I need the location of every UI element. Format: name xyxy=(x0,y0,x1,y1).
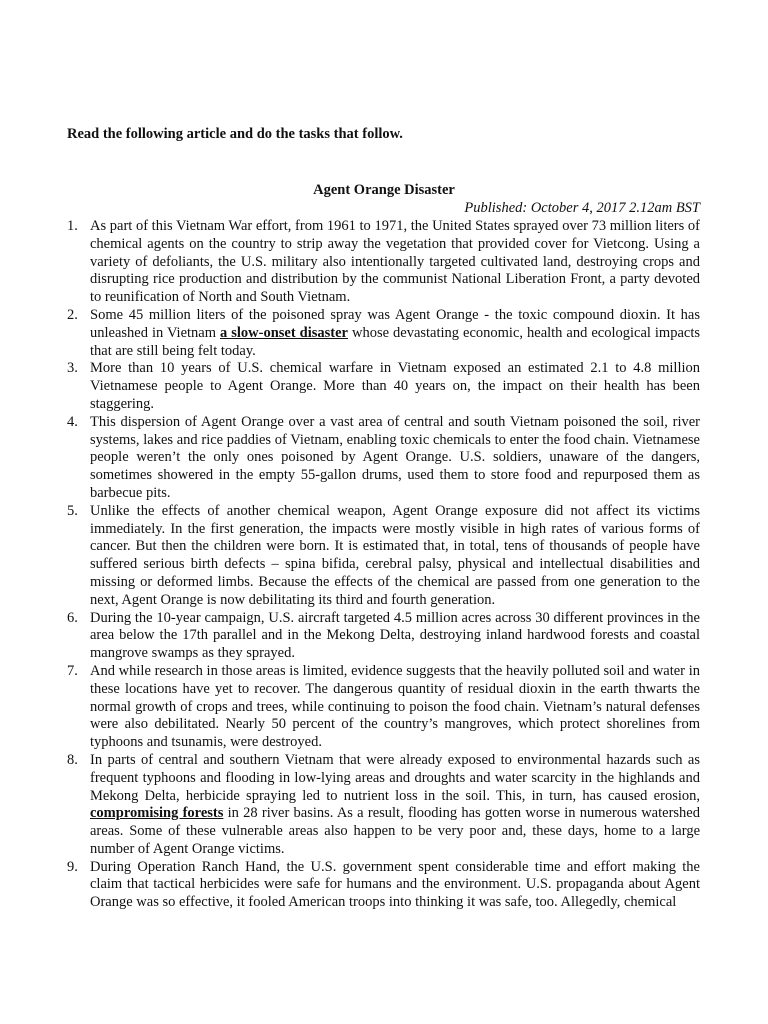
paragraph-text-cont: in 28 river basins. As a result, flooding has gotten worse in numerous watershed areas. Some of these vulnerable areas also happen to be very poor and, these days, home to a large number of Agent Orange victims. xyxy=(90,805,700,857)
task-instruction: Read the following article and do the tasks that follow. xyxy=(67,126,403,142)
paragraph-text: More than 10 years of U.S. chemical warfare in Vietnam exposed an estimated 2.1 to 4.8 million Vietnamese people to Agent Orange. More than 40 years on, the impact on their health has been staggering. xyxy=(90,360,700,412)
paragraph-6 xyxy=(67,610,700,663)
article-body xyxy=(67,218,700,912)
paragraph-4 xyxy=(67,414,700,503)
highlighted-phrase: a slow-onset disaster xyxy=(220,324,348,341)
paragraph-number: 1. xyxy=(67,218,78,234)
paragraph-text: In parts of central and southern Vietnam that were already exposed to environmental hazards such as frequent typhoons and flooding in low-lying areas and droughts and water scarcity in the highlands and Mekong Delta, herbicide spraying led to nutrient loss in the soil. This, in turn, has caused erosion, xyxy=(90,751,700,804)
paragraph-number: 9. xyxy=(67,858,78,875)
article-title: Agent Orange Disaster xyxy=(313,182,455,198)
paragraph-text: Some 45 million liters of the poisoned spray was Agent Orange - the toxic compound dioxin. It has unleashed in Vietnam xyxy=(90,306,700,341)
paragraph-text: As part of this Vietnam War effort, from 1961 to 1971, the United States sprayed over 73 million liters of chemical agents on the country to strip away the vegetation that provided cover for Vietcong. Using a variety of defoliants, the U.S. military also intentionally targeted cultivated land, destroying crops and disrupting rice production and distribution by the communist National Liberation Front, a party devoted to reunification of North and South Vietnam. xyxy=(90,218,700,306)
paragraph-number: 7. xyxy=(67,662,78,679)
published-date: Published: October 4, 2017 2.12am BST xyxy=(464,200,700,216)
paragraph-text: During the 10-year campaign, U.S. aircraft targeted 4.5 million acres across 30 different provinces in the area below the 17th parallel and in the Mekong Delta, destroying inland hardwood forests and coastal mangrove swamps as they sprayed. xyxy=(90,609,700,662)
paragraph-9 xyxy=(67,859,700,912)
paragraph-5 xyxy=(67,503,700,610)
paragraph-8 xyxy=(67,752,700,859)
paragraph-text: And while research in those areas is limited, evidence suggests that the heavily polluted soil and water in these locations have yet to recover. The dangerous quantity of residual dioxin in the earth thwarts the normal growth of crops and trees, while continuing to poison the food chain. Vietnam’s natural defenses were also debilitated. Nearly 50 percent of the country’s mangroves, which protect shorelines from typhoons and tsunamis, were destroyed. xyxy=(90,662,700,751)
paragraph-7 xyxy=(67,663,700,752)
highlighted-phrase: compromising forests xyxy=(90,805,224,822)
paragraph-text: Unlike the effects of another chemical weapon, Agent Orange exposure did not affect its victims immediately. In the first generation, the impacts were mostly visible in high rates of various forms of cancer. But then the children were born. It is estimated that, in total, tens of thousands of people have suffered serious birth defects – spina bifida, cerebral palsy, physical and intellectual disabilities and missing or deformed limbs. Because the effects of the chemical are passed from one generation to the next, Agent Orange is now debilitating its third and fourth generation. xyxy=(90,502,700,608)
paragraph-number: 8. xyxy=(67,751,78,768)
paragraph-text-cont: whose devastating economic, health and ecological impacts that are still being felt today. xyxy=(90,324,700,359)
paragraph-number: 3. xyxy=(67,360,78,377)
paragraph-3 xyxy=(67,360,700,413)
paragraph-number: 6. xyxy=(67,609,78,626)
paragraph-number: 2. xyxy=(67,306,78,323)
paragraph-2 xyxy=(67,307,700,360)
paragraph-text: During Operation Ranch Hand, the U.S. government spent considerable time and effort making the claim that tactical herbicides were safe for humans and the environment. U.S. propaganda about Agent Orange was so effective, it fooled American troops into thinking it was safe, too. Allegedly, chemical xyxy=(90,858,700,911)
paragraph-number: 4. xyxy=(67,413,78,430)
paragraph-text: This dispersion of Agent Orange over a vast area of central and south Vietnam poisoned the soil, river systems, lakes and rice paddies of Vietnam, enabling toxic chemicals to enter the food chain. Vietnamese people weren’t the only ones poisoned by Agent Orange. U.S. soldiers, unaware of the dangers, sometimes showered in the empty 55-gallon drums, used them to store food and repurposed them as barbecue pits. xyxy=(90,413,700,501)
paragraph-number: 5. xyxy=(67,502,78,519)
paragraph-1 xyxy=(67,218,700,307)
